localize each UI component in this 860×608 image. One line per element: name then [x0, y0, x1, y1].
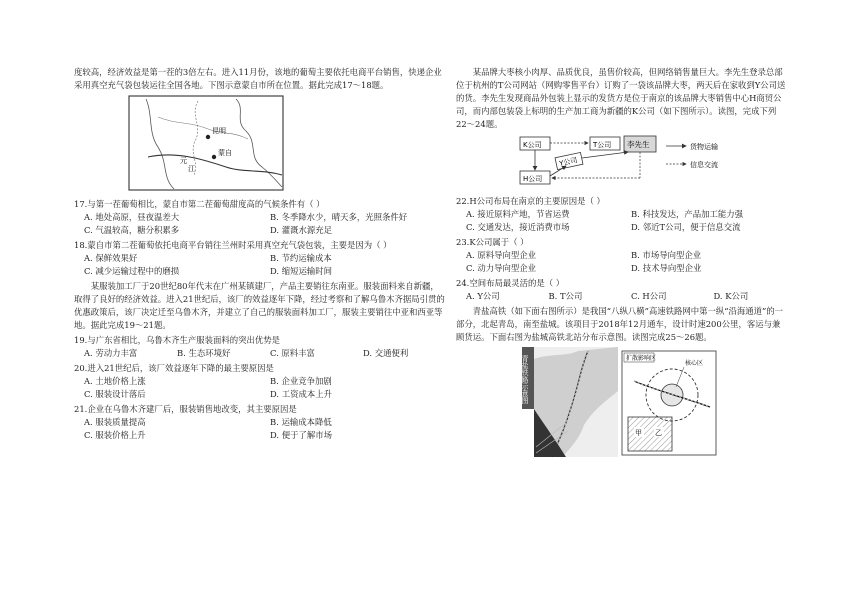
- q20-stem: 20.进入21世纪后，该厂效益逐年下降的最主要原因是: [74, 363, 274, 374]
- legend-goods-label: 货物运输: [690, 143, 718, 152]
- q17-options: [74, 211, 446, 237]
- q17-option-d: D. 灌溉水源充足: [270, 225, 332, 236]
- map-svg: [128, 95, 284, 191]
- q24-stem: 24.空间布局最灵活的是（ ）: [456, 278, 565, 289]
- q23-options: [456, 249, 786, 275]
- passage-garment: 某服装加工厂于20世纪80年代末在广州某镇建厂，产品主要销往东南亚。服装面料来自新疆，取得了良好的经济效益。进入21世纪后，该厂的效益逐年下降，经过考察和了解乌鲁木齐据局引贯的优惠政策后，该厂决定迁至乌鲁木齐，并建立了自己的服装面料加工厂，服装主要销往中亚和西亚等地。据此完成19～21题。: [74, 281, 445, 331]
- q19-stem: 19.与广东省相比，乌鲁木齐生产服装面料的突出优势是: [74, 335, 280, 346]
- photo-caption: 青盐铁路示意图: [521, 355, 529, 405]
- zone-jia-label: 甲: [635, 429, 642, 438]
- t-company-label: T公司: [593, 141, 612, 150]
- q22-options: [456, 208, 786, 234]
- river-label-1: 元: [180, 157, 187, 166]
- q21-options: [74, 416, 446, 442]
- q17-option-b: B. 冬季降水少，晴天多，光照条件好: [270, 212, 408, 223]
- q24-option-d: D. K公司: [713, 291, 749, 302]
- q24-option-b: B. T公司: [548, 291, 583, 302]
- passage-railway: 青盐高铁（如下面右图所示）是我国“八纵八横”高速铁路网中第一纵“沿海通道”的一部分，北起青岛，南至盐城。该项目于2018年12月通车，设计时速200公里，客运与兼顾货运。下面右图为盐城高铁北站分布示意图。读图完成25～26题。: [456, 306, 784, 343]
- q23-option-a: A. 原料导向型企业: [466, 250, 536, 261]
- q23-stem: 23.K公司属于（ ）: [456, 237, 529, 248]
- y-company-label: Y公司: [558, 156, 579, 169]
- q18-stem: 18.蒙自市第二茬葡萄依托电商平台销往兰州时采用真空充气袋包装，主要是因为（ ）: [74, 240, 392, 251]
- q22-stem: 22.H公司布局在南京的主要原因是（ ）: [456, 196, 605, 207]
- q21-option-d: D. 便于了解市场: [270, 430, 332, 441]
- q19-option-c: C. 原料丰富: [270, 348, 315, 359]
- map-frame: [129, 96, 283, 190]
- q18-option-b: B. 节约运输成本: [270, 253, 332, 264]
- intro-line-1: 度较高，经济效益是第一茬的3倍左右。进入11月份，该地的葡萄主要依托电商平台销售，快递企业: [74, 67, 442, 77]
- q24-options: [456, 290, 786, 303]
- q23-option-c: C. 动力导向型企业: [466, 263, 537, 274]
- li-label: 李先生: [627, 140, 650, 150]
- q19-option-b: B. 生态环境好: [177, 348, 231, 359]
- q22-option-d: D. 邻近T公司，便于信息交流: [631, 222, 741, 233]
- q18-option-a: A. 保鲜效果好: [84, 253, 138, 264]
- q20-option-a: A. 土地价格上涨: [84, 376, 146, 387]
- q22-option-b: B. 科技发达，产品加工能力强: [631, 209, 743, 220]
- q18-options: [74, 252, 446, 278]
- river-label-2: 江: [188, 165, 195, 174]
- q22-option-c: C. 交通发达，接近消费市场: [466, 222, 570, 233]
- q24-option-a: A. Y公司: [466, 291, 500, 302]
- core-label: 核心区: [685, 360, 704, 368]
- q24-option-c: C. H公司: [631, 291, 667, 302]
- q20-option-d: D. 工资成本上升: [270, 389, 332, 400]
- q21-option-b: B. 运输成本降低: [270, 417, 332, 428]
- mengzi-location-map: [128, 95, 446, 195]
- mengzi-dot: [212, 155, 216, 159]
- h-company-label: H公司: [523, 175, 543, 184]
- q20-options: [74, 375, 446, 401]
- q17-stem: 17.与第一茬葡萄相比，蒙自市第二茬葡萄甜度高的气候条件有（ ）: [74, 199, 325, 210]
- intro-line-2: 采用真空充气袋包装运往全国各地。下图示意蒙自市所在位置。据此完成17～18题。: [74, 80, 389, 91]
- k-company-label: K公司: [523, 141, 542, 150]
- q20-option-b: B. 企业竞争加剧: [270, 376, 332, 387]
- q17-option-a: A. 地处高原，昼夜温差大: [84, 212, 180, 223]
- q19-options: [74, 347, 446, 360]
- kunming-label: 昆明: [212, 127, 226, 136]
- kunming-dot: [206, 135, 210, 139]
- q23-option-d: D. 技术导向型企业: [631, 263, 702, 274]
- q21-option-c: C. 服装价格上升: [84, 430, 146, 441]
- zone-label: 扩散影响区: [626, 355, 657, 363]
- left-column: [74, 66, 446, 442]
- railway-figure: [522, 347, 786, 461]
- mengzi-label: 蒙自: [218, 149, 232, 158]
- diagram-svg: [516, 134, 736, 188]
- q18-option-c: C. 减少运输过程中的磨损: [84, 266, 180, 277]
- legend-info-label: 信息交流: [690, 161, 718, 170]
- railway-svg: [522, 347, 718, 457]
- y-li-goods-arrow: [582, 152, 628, 158]
- zone-yi-label: 乙: [655, 429, 662, 438]
- right-column: [456, 66, 786, 464]
- q19-option-d: D. 交通便利: [363, 348, 409, 359]
- q23-option-b: B. 市场导向型企业: [631, 250, 702, 261]
- supply-chain-diagram: [516, 134, 786, 192]
- q22-option-a: A. 接近原料产地，节省运费: [466, 209, 570, 220]
- q17-option-c: C. 气温较高，糖分积累多: [84, 225, 180, 236]
- q21-stem: 21.企业在乌鲁木齐建厂后，服装销售地改变，其主要原因是: [74, 404, 297, 415]
- q19-option-a: A. 劳动力丰富: [84, 348, 138, 359]
- q18-option-d: D. 缩短运输时间: [270, 266, 332, 277]
- q20-option-c: C. 服装设计落后: [84, 389, 146, 400]
- passage-dates: 某品牌大枣核小肉厚、品质优良，虽售价较高，但网络销售量巨大。李先生登录总部位于杭州的T公司网站（网购零售平台）订购了一袋该品牌大枣，两天后在家收到Y公司送的货。李先生发现商品外包装上显示的发货方是位于南京的该品牌大枣销售中心H商贸公司，而内部包装袋上标明的生产加工商为新疆的K公司（如下图所示）。读图，完成下列22～24题。: [456, 67, 786, 130]
- q21-option-a: A. 服装质量提高: [84, 417, 146, 428]
